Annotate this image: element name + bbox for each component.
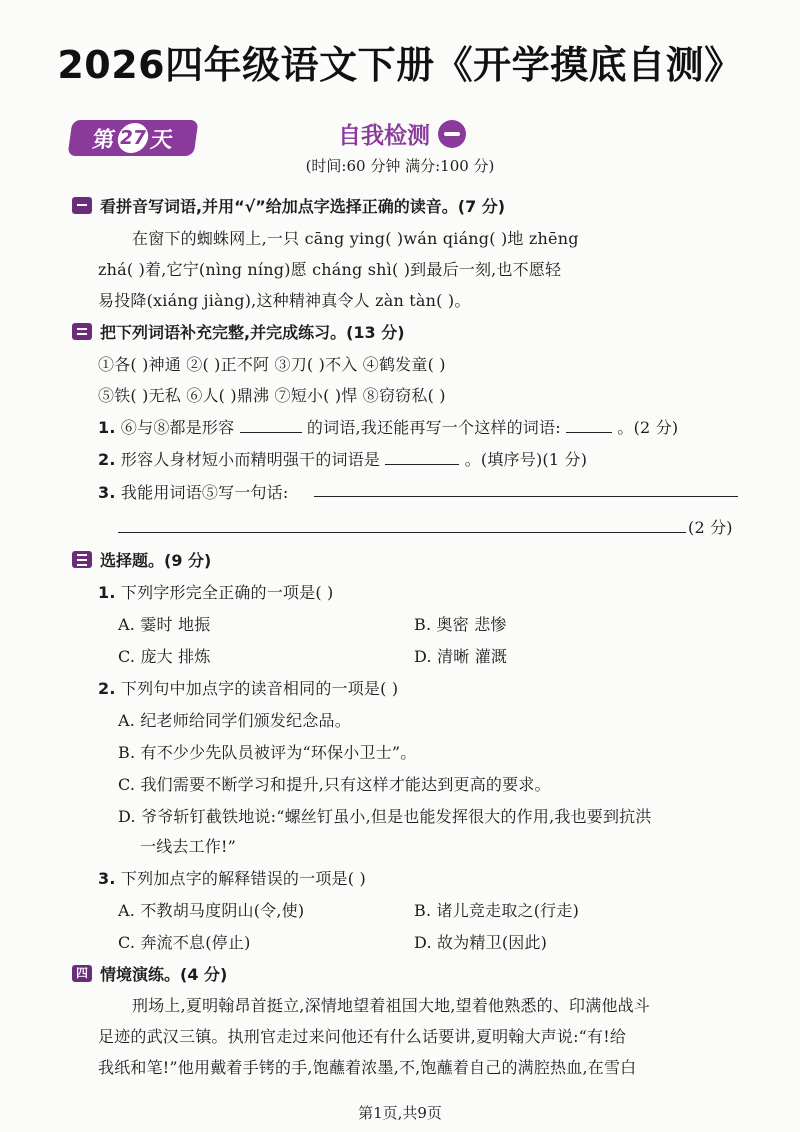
section1-heading-text: 看拼音写词语,并用“√”给加点字选择正确的读音。(7 分)	[100, 197, 506, 216]
day-badge	[67, 120, 198, 156]
section-two-badge-icon	[72, 323, 92, 340]
question-text: 下列字形完全正确的一项是( )	[120, 583, 334, 602]
question-number: 2.	[98, 679, 116, 698]
answer-line[interactable]	[314, 496, 738, 497]
question-text: 下列加点字的解释错误的一项是( )	[120, 869, 366, 888]
section-three-badge-icon	[72, 551, 92, 568]
question-text: 我能用词语⑤写一句话:	[120, 483, 289, 502]
answer-blank[interactable]	[566, 418, 612, 433]
section4-heading	[72, 962, 227, 985]
option-d-continued: 一线去工作!”	[140, 837, 237, 856]
question-text: 下列句中加点字的读音相同的一项是( )	[120, 679, 399, 698]
question-number: 3.	[98, 483, 116, 502]
section3-question-2	[98, 676, 398, 699]
question-text: 形容人身材短小而精明强干的词语是	[120, 450, 381, 469]
section1-line-1: 在窗下的蜘蛛网上,一只 cāng ying( )wán qiáng( )地 zhēng	[132, 229, 579, 248]
answer-blank[interactable]	[240, 418, 302, 433]
question-score: (2 分)	[688, 518, 733, 537]
section3-question-1	[98, 580, 334, 603]
page-footer: 第1页,共9页	[358, 1104, 442, 1122]
question-number: 2.	[98, 450, 116, 469]
section1-heading	[72, 194, 505, 217]
option-a[interactable]: A. 纪老师给同学们颁发纪念品。	[118, 711, 351, 730]
section-one-badge-icon	[72, 197, 92, 214]
option-b[interactable]: B. 诸儿竞走取之(行走)	[414, 901, 580, 920]
section2-question-3	[98, 480, 289, 503]
question-text: ⑥与⑧都是形容	[120, 418, 235, 437]
document-title: 2026四年级语文下册《开学摸底自测》	[57, 43, 743, 87]
day-number: 27	[116, 123, 150, 153]
section2-heading-text: 把下列词语补充完整,并完成练习。(13 分)	[100, 323, 405, 342]
option-d[interactable]: D. 爷爷斩钉截铁地说:“螺丝钉虽小,但是也能发挥很大的作用,我也要到抗洪	[118, 807, 652, 826]
section2-question-1	[98, 415, 678, 438]
idiom-row-1: ①各( )神通 ②( )正不阿 ③刀( )不入 ④鹤发童( )	[98, 355, 446, 374]
number-one-badge-icon	[438, 120, 466, 148]
question-number: 1.	[98, 583, 116, 602]
question-score: 。(2 分)	[617, 418, 679, 437]
section1-line-3: 易投降(xiáng jiàng),这种精神真令人 zàn tàn( )。	[98, 291, 471, 310]
option-c[interactable]: C. 奔流不息(停止)	[118, 933, 251, 952]
day-suffix: 天	[148, 127, 175, 153]
answer-blank[interactable]	[385, 450, 459, 465]
option-a[interactable]: A. 不教胡马度阴山(令,使)	[118, 901, 305, 920]
question-number: 3.	[98, 869, 116, 888]
option-d[interactable]: D. 清晰 灌溉	[414, 647, 508, 666]
section3-heading-text: 选择题。(9 分)	[100, 551, 212, 570]
section4-heading-text: 情境演练。(4 分)	[100, 965, 228, 984]
section1-line-2: zhá( )着,它宁(nìng níng)愿 cháng shì( )到最后一刻,也不愿轻	[98, 260, 562, 279]
section-four-badge-icon: 四	[72, 965, 92, 982]
passage-line-3: 我纸和笔!”他用戴着手铐的手,饱蘸着浓墨,不,饱蘸着自己的满腔热血,在雪白	[98, 1058, 637, 1077]
test-title-text: 自我检测	[338, 123, 430, 149]
option-c[interactable]: C. 我们需要不断学习和提升,只有这样才能达到更高的要求。	[118, 775, 551, 794]
option-b[interactable]: B. 有不少少先队员被评为“环保小卫士”。	[118, 743, 417, 762]
passage-line-2: 足迹的武汉三镇。执刑官走过来问他还有什么话要讲,夏明翰大声说:“有!给	[98, 1027, 627, 1046]
day-prefix: 第	[90, 127, 117, 153]
option-c[interactable]: C. 庞大 排炼	[118, 647, 211, 666]
passage-line-1: 刑场上,夏明翰昂首挺立,深情地望着祖国大地,望着他熟悉的、印满他战斗	[132, 996, 651, 1015]
answer-line[interactable]	[118, 532, 686, 533]
section2-heading	[72, 320, 405, 343]
section3-question-3	[98, 866, 366, 889]
time-info: (时间:60 分钟 满分:100 分)	[305, 157, 495, 175]
option-a[interactable]: A. 霎时 地振	[118, 615, 211, 634]
section3-heading	[72, 548, 211, 571]
question-number: 1.	[98, 418, 116, 437]
option-b[interactable]: B. 奥密 悲惨	[414, 615, 507, 634]
section2-question-2	[98, 447, 587, 470]
test-title	[338, 117, 466, 150]
option-d[interactable]: D. 故为精卫(因此)	[414, 933, 548, 952]
question-score: 。(填序号)(1 分)	[464, 450, 588, 469]
idiom-row-2: ⑤铁( )无私 ⑥人( )鼎沸 ⑦短小( )悍 ⑧窃窃私( )	[98, 386, 446, 405]
question-text: 的词语,我还能再写一个这样的词语:	[306, 418, 561, 437]
